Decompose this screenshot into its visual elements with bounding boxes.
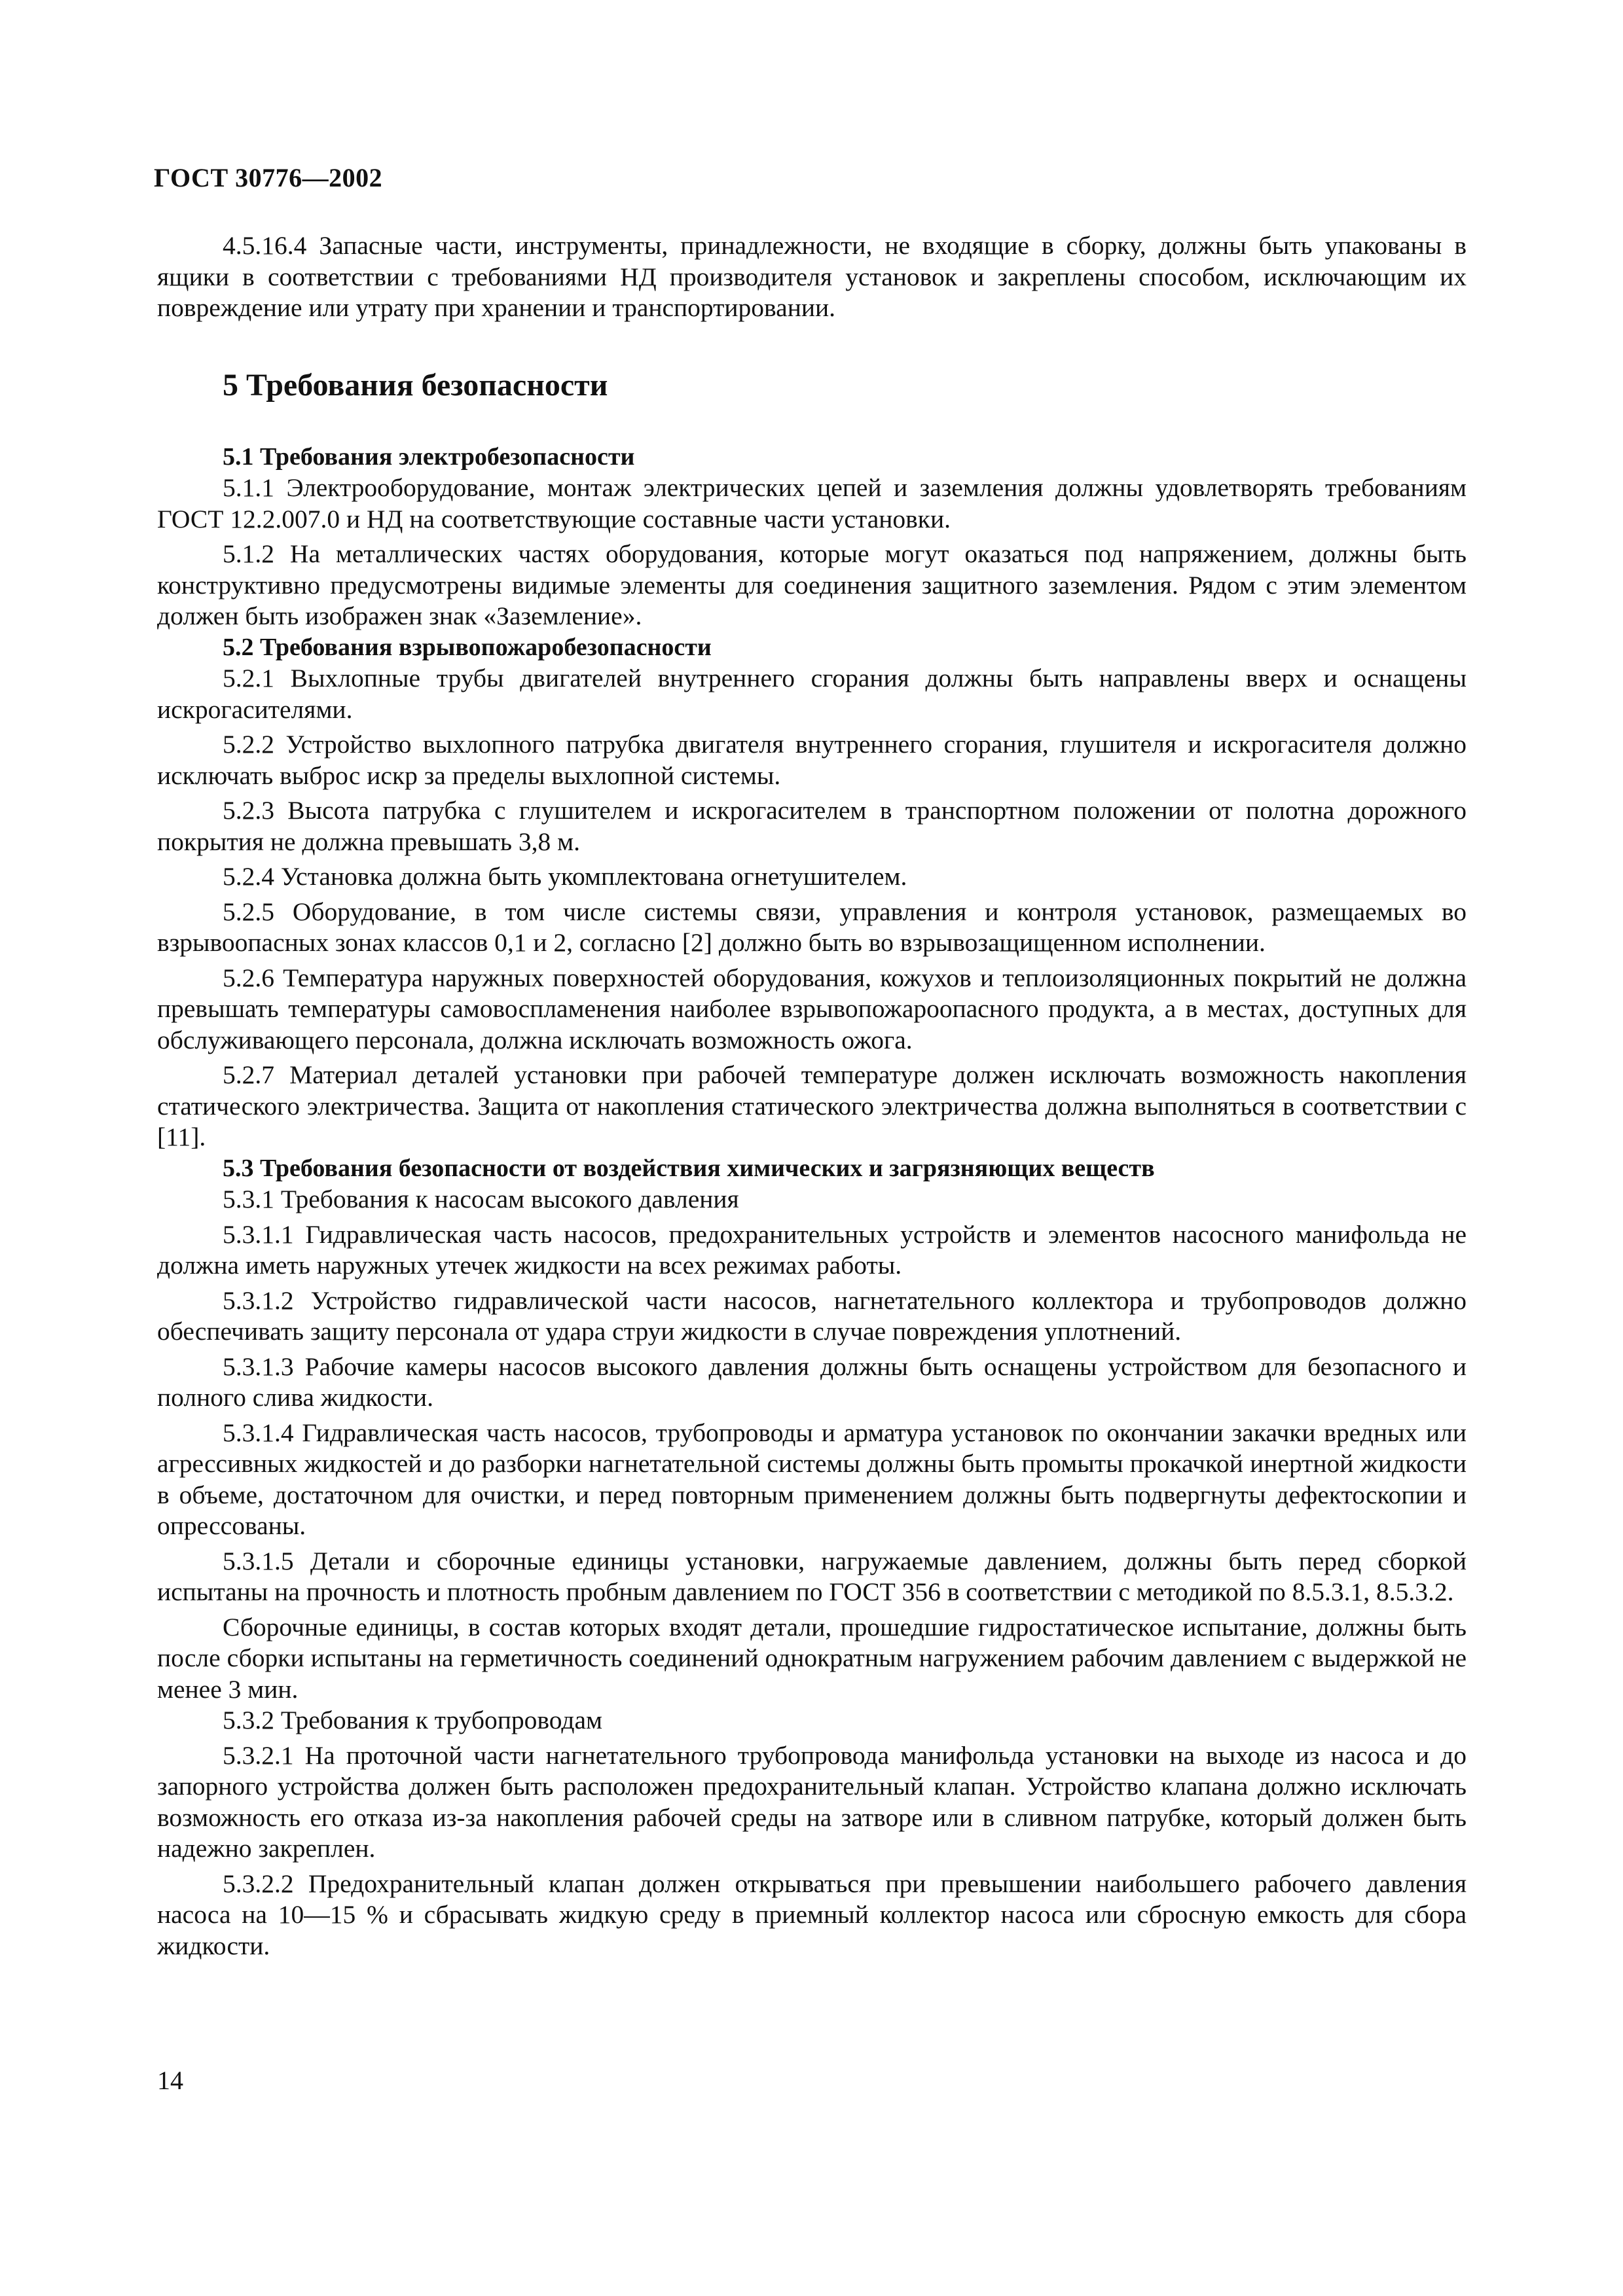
paragraph-5-2-6: 5.2.6 Температура наружных поверхностей оборудования, кожухов и теплоизоляционных покрытий не должна превышать температуры самовоспламенения наиболее взрывопожароопасного продукта, а в местах, доступных для обслуживающего персонала, должна исключать возможность ожога.: [157, 963, 1467, 1054]
paragraph-5-3-1-1: 5.3.1.1 Гидравлическая часть насосов, предохранительных устройств и элементов насосного манифольда не должна иметь наружных утечек жидкости на всех режимах работы.: [157, 1219, 1467, 1280]
section-heading-5: 5 Требования безопасности: [223, 367, 608, 403]
paragraph-5-2-4: 5.2.4 Установка должна быть укомплектована огнетушителем.: [223, 862, 907, 891]
subheading-5-2: 5.2 Требования взрывопожаробезопасности: [223, 633, 712, 661]
paragraph-5-1-2: 5.1.2 На металлических частях оборудования, которые могут оказаться под напряжением, должны быть конструктивно предусмотрены видимые элементы для соединения защитного заземления. Рядом с этим элементом должен быть изображен знак «Заземление».: [157, 539, 1467, 630]
paragraph-5-3-1-5: 5.3.1.5 Детали и сборочные единицы установки, нагружаемые давлением, должны быть перед сборкой испытаны на прочность и плотность пробным давлением по ГОСТ 356 в соответствии с методикой по 8.5.3.1, 8.5.3.2.: [157, 1546, 1467, 1606]
subheading-5-1: 5.1 Требования электробезопасности: [223, 442, 635, 471]
paragraph-assembly-units: Сборочные единицы, в состав которых входят детали, прошедшие гидростатическое испытание, должны быть после сборки испытаны на герметичность соединений однократным нагружением рабочим давлением с выдержкой не менее 3 мин.: [157, 1612, 1467, 1704]
paragraph-5-2-3: 5.2.3 Высота патрубка с глушителем и искрогасителем в транспортном положении от полотна дорожного покрытия не должна превышать 3,8 м.: [157, 796, 1467, 856]
paragraph-5-3-1-3: 5.3.1.3 Рабочие камеры насосов высокого давления должны быть оснащены устройством для безопасного и полного слива жидкости.: [157, 1352, 1467, 1412]
subheading-5-3: 5.3 Требования безопасности от воздействия химических и загрязняющих веществ: [223, 1154, 1155, 1182]
paragraph-5-3-1: 5.3.1 Требования к насосам высокого давления: [223, 1185, 739, 1213]
paragraph-5-3-2-1: 5.3.2.1 На проточной части нагнетательного трубопровода манифольда установки на выходе из насоса и до запорного устройства должен быть расположен предохранительный клапан. Устройство клапана должно исключать возможность его отказа из-за накопления рабочей среды на затворе или в сливном патрубке, который должен быть надежно закреплен.: [157, 1740, 1467, 1863]
paragraph-5-2-1: 5.2.1 Выхлопные трубы двигателей внутреннего сгорания должны быть направлены вверх и оснащены искрогасителями.: [157, 664, 1467, 724]
paragraph-5-2-7: 5.2.7 Материал деталей установки при рабочей температуре должен исключать возможность накопления статического электричества. Защита от накопления статического электричества должна выполняться в соответствии с [11].: [157, 1060, 1467, 1151]
paragraph-5-2-5: 5.2.5 Оборудование, в том числе системы связи, управления и контроля установок, размещаемых во взрывоопасных зонах классов 0,1 и 2, согласно [2] должно быть во взрывозащищенном исполнении.: [157, 897, 1467, 957]
paragraph-5-3-2: 5.3.2 Требования к трубопроводам: [223, 1706, 602, 1734]
paragraph-5-3-2-2: 5.3.2.2 Предохранительный клапан должен открываться при превышении наибольшего рабочего давления насоса на 10—15 % и сбрасывать жидкую среду в приемный коллектор насоса или сбросную емкость для сбора жидкости.: [157, 1869, 1467, 1960]
paragraph-5-1-1: 5.1.1 Электрооборудование, монтаж электрических цепей и заземления должны удовлетворять требованиям ГОСТ 12.2.007.0 и НД на соответствующие составные части установки.: [157, 473, 1467, 533]
paragraph-5-3-1-2: 5.3.1.2 Устройство гидравлической части насосов, нагнетательного коллектора и трубопроводов должно обеспечивать защиту персонала от удара струи жидкости в случае повреждения уплотнений.: [157, 1285, 1467, 1346]
standard-header: ГОСТ 30776—2002: [154, 163, 383, 192]
page-number: 14: [157, 2066, 183, 2095]
paragraph-4-5-16-4: 4.5.16.4 Запасные части, инструменты, принадлежности, не входящие в сборку, должны быть упакованы в ящики в соответствии с требованиями НД производителя установок и закреплены способом, исключающим их повреждение или утрату при хранении и транспортировании.: [157, 231, 1467, 322]
page-content: [157, 230, 1467, 1962]
paragraph-5-2-2: 5.2.2 Устройство выхлопного патрубка двигателя внутреннего сгорания, глушителя и искрогасителя должно исключать выброс искр за пределы выхлопной системы.: [157, 730, 1467, 790]
paragraph-5-3-1-4: 5.3.1.4 Гидравлическая часть насосов, трубопроводы и арматура установок по окончании закачки вредных или агрессивных жидкостей и до разборки нагнетательной системы должны быть промыты прокачкой инертной жидкости в объеме, достаточном для очистки, и перед повторным применением должны быть подвергнуты дефектоскопии и опрессованы.: [157, 1418, 1467, 1540]
